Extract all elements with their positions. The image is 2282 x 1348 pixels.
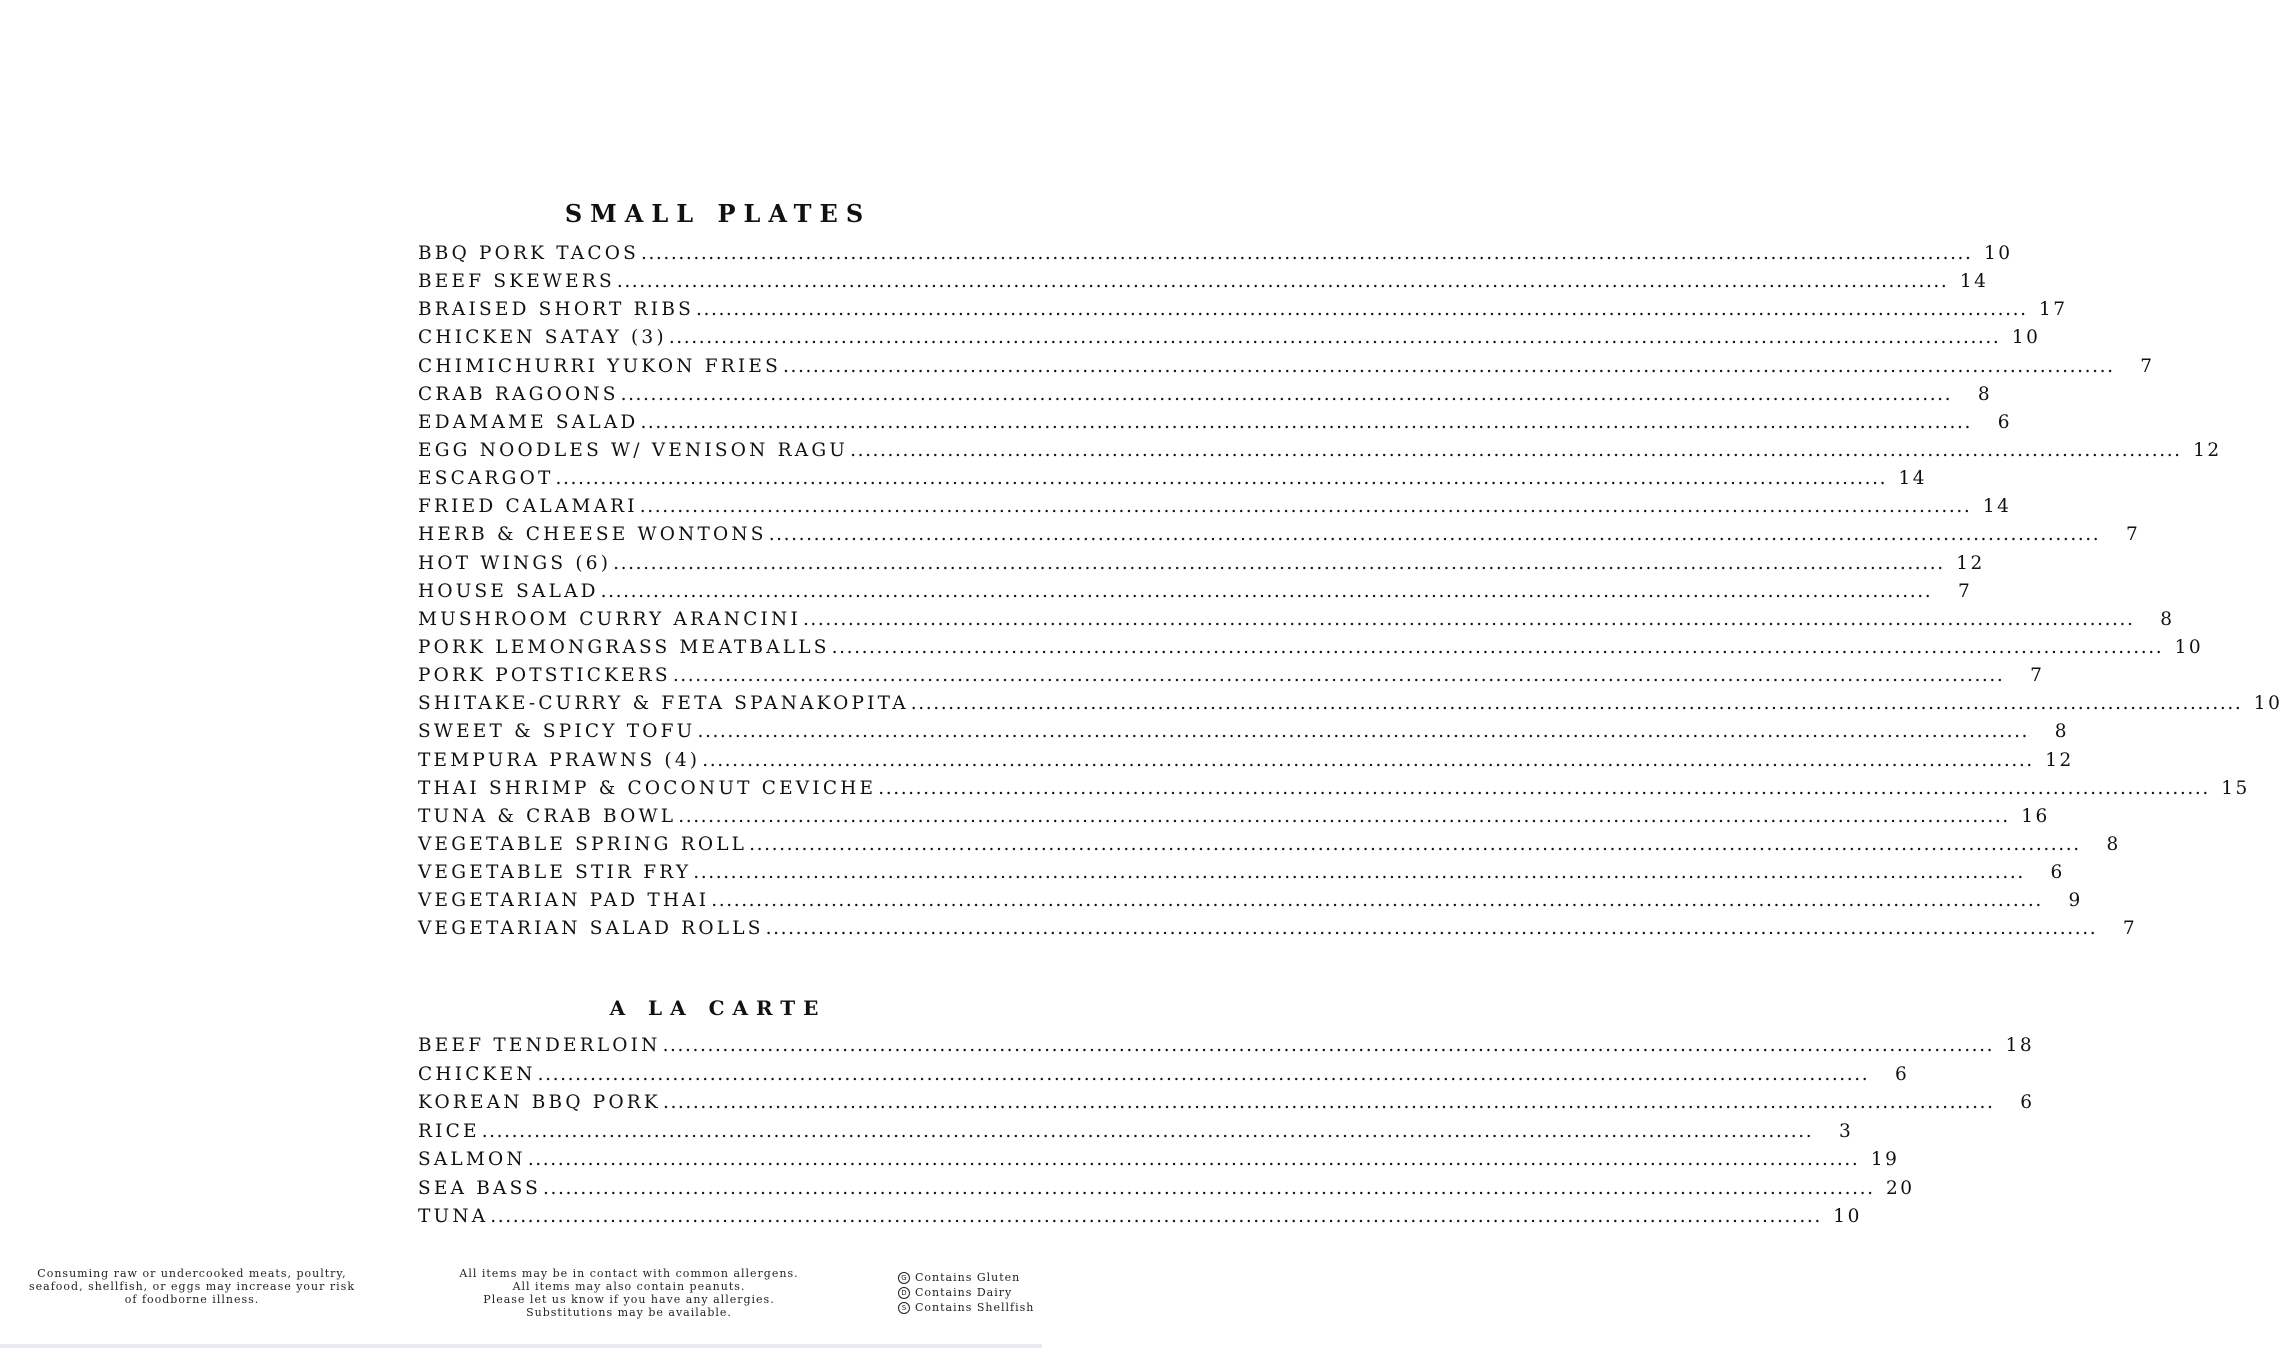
menu-item — [418, 634, 2204, 662]
item-name: CHICKEN — [418, 1063, 536, 1085]
allergen-legend — [898, 1270, 1038, 1315]
item-price: 18 — [2005, 1035, 2035, 1056]
menu-item — [418, 1089, 2035, 1118]
menu-item — [418, 718, 2070, 746]
shellfish-icon: S — [898, 1302, 910, 1314]
raw-warning-line: Consuming raw or undercooked meats, poultry, — [37, 1267, 347, 1280]
menu-item — [418, 803, 2050, 831]
dot-leader — [911, 690, 2243, 718]
gluten-icon: G — [898, 1272, 910, 1284]
menu-item — [418, 240, 2013, 268]
item-price: 3 — [1838, 1120, 1854, 1142]
item-price: 12 — [2193, 439, 2222, 461]
a-la-carte-title: A LA CARTE — [609, 996, 827, 1020]
menu-item — [418, 775, 2250, 803]
item-name: CRAB RAGOONS — [418, 383, 619, 405]
allergen-notice-line: Substitutions may be available. — [526, 1306, 732, 1319]
dot-leader — [556, 465, 1888, 493]
menu-item — [418, 606, 2175, 634]
dot-leader — [613, 550, 1945, 578]
dot-leader — [766, 915, 2098, 943]
item-price: 8 — [1977, 383, 1993, 405]
dot-leader — [702, 747, 2034, 775]
item-price: 6 — [1997, 411, 2013, 433]
allergen-notice-line: All items may be in contact with common allergens. — [459, 1267, 799, 1280]
dot-leader — [803, 606, 2135, 634]
small-plates-list — [418, 240, 2282, 944]
item-price: 8 — [2160, 608, 2175, 630]
dot-leader — [673, 662, 2005, 690]
dot-leader — [696, 296, 2028, 324]
item-price: 20 — [1886, 1177, 1915, 1199]
item-name: EGG NOODLES W/ VENISON RAGU — [418, 439, 849, 461]
dot-leader — [482, 1118, 1814, 1146]
item-price: 10 — [1983, 243, 2013, 264]
menu-item — [418, 1118, 1854, 1147]
item-price: 14 — [1959, 271, 1989, 293]
item-name: HOUSE SALAD — [418, 580, 599, 602]
dot-leader — [850, 437, 2182, 465]
menu-item — [418, 1175, 1915, 1204]
item-price: 19 — [1870, 1149, 1900, 1170]
allergen-notice-line: All items may also contain peanuts. — [512, 1280, 746, 1293]
menu-item — [418, 493, 2012, 521]
item-price: 9 — [2068, 890, 2083, 912]
small-plates-title: SMALL PLATES — [564, 199, 872, 228]
item-price: 14 — [1982, 496, 2012, 518]
item-name: HERB & CHEESE WONTONS — [418, 524, 767, 546]
dot-leader — [711, 887, 2043, 915]
item-name: BRAISED SHORT RIBS — [418, 299, 694, 321]
item-name: SHITAKE-CURRY & FETA SPANAKOPITA — [418, 693, 909, 715]
dot-leader — [528, 1146, 1860, 1174]
item-name: VEGETARIAN SALAD ROLLS — [418, 918, 764, 940]
dot-leader — [878, 775, 2210, 803]
legend-shellfish — [898, 1300, 1038, 1315]
dot-leader — [678, 803, 2010, 831]
dot-leader — [641, 240, 1973, 268]
item-price: 8 — [2106, 833, 2121, 855]
allergen-notice — [448, 1267, 810, 1319]
item-name: THAI SHRIMP & COCONUT CEVICHE — [418, 777, 877, 799]
menu-item — [418, 381, 1993, 409]
item-price: 6 — [2020, 1092, 2035, 1113]
raw-warning-line: of foodborne illness. — [124, 1293, 260, 1306]
item-name: VEGETABLE SPRING ROLL — [418, 833, 748, 855]
item-price: 10 — [1833, 1206, 1862, 1227]
legend-dairy — [898, 1285, 1038, 1300]
item-name: SWEET & SPICY TOFU — [418, 721, 696, 743]
item-name: PORK LEMONGRASS MEATBALLS — [418, 636, 830, 658]
dot-leader — [601, 578, 1933, 606]
item-price: 6 — [2050, 862, 2065, 884]
legend-label: Contains Gluten — [915, 1271, 1021, 1284]
item-price: 7 — [2030, 665, 2045, 687]
allergen-notice-line: Please let us know if you have any allergies. — [483, 1293, 775, 1306]
dot-leader — [621, 381, 1953, 409]
item-name: BBQ PORK TACOS — [418, 243, 639, 264]
item-name: VEGETABLE STIR FRY — [418, 862, 692, 884]
item-price: 7 — [2125, 524, 2141, 546]
dot-leader — [663, 1089, 1995, 1117]
item-price: 17 — [2039, 299, 2068, 321]
item-name: BEEF SKEWERS — [418, 271, 615, 293]
dot-leader — [617, 268, 1949, 296]
item-name: SALMON — [418, 1149, 526, 1170]
dot-leader — [697, 718, 2029, 746]
item-name: KOREAN BBQ PORK — [418, 1092, 661, 1113]
menu-item — [418, 324, 2041, 352]
item-price: 10 — [2253, 693, 2282, 715]
item-price: 7 — [1957, 580, 1973, 602]
menu-item — [418, 1032, 2035, 1061]
item-name: EDAMAME SALAD — [418, 411, 639, 433]
item-price: 14 — [1898, 468, 1928, 490]
dot-leader — [693, 859, 2025, 887]
item-name: SEA BASS — [418, 1177, 541, 1199]
menu-item — [418, 1203, 1862, 1232]
menu-item — [418, 887, 2083, 915]
menu-item — [418, 353, 2155, 381]
menu-item — [418, 859, 2065, 887]
legend-gluten — [898, 1270, 1038, 1285]
item-price: 10 — [2011, 327, 2041, 349]
item-price: 7 — [2140, 355, 2155, 377]
item-name: CHICKEN SATAY (3) — [418, 327, 667, 349]
legend-label: Contains Dairy — [915, 1286, 1013, 1299]
item-price: 12 — [2045, 749, 2074, 771]
menu-item — [418, 662, 2045, 690]
page-bottom-edge — [0, 1344, 1042, 1348]
raw-food-warning — [20, 1267, 364, 1306]
dot-leader — [783, 353, 2115, 381]
item-name: MUSHROOM CURRY ARANCINI — [418, 608, 801, 630]
menu-item — [418, 521, 2141, 549]
item-name: VEGETARIAN PAD THAI — [418, 890, 710, 912]
dot-leader — [640, 493, 1972, 521]
menu-item — [418, 465, 1928, 493]
menu-item — [418, 1061, 1910, 1090]
dot-leader — [543, 1175, 1875, 1203]
item-name: RICE — [418, 1120, 480, 1142]
dot-leader — [538, 1061, 1870, 1089]
legend-label: Contains Shellfish — [915, 1301, 1035, 1314]
menu-item — [418, 747, 2074, 775]
item-price: 10 — [2174, 636, 2204, 658]
dot-leader — [749, 831, 2081, 859]
dot-leader — [832, 634, 2164, 662]
menu-item — [418, 831, 2121, 859]
dairy-icon: D — [898, 1287, 910, 1299]
menu-item — [418, 268, 1989, 296]
raw-warning-line: seafood, shellfish, or eggs may increase your risk — [29, 1280, 355, 1293]
item-price: 6 — [1894, 1063, 1910, 1085]
item-name: TUNA & CRAB BOWL — [418, 805, 677, 827]
item-price: 7 — [2122, 918, 2138, 940]
menu-item — [418, 550, 1985, 578]
item-name: TEMPURA PRAWNS (4) — [418, 749, 701, 771]
item-name: HOT WINGS (6) — [418, 552, 612, 574]
a-la-carte-list — [418, 1032, 2035, 1232]
item-name: CHIMICHURRI YUKON FRIES — [418, 355, 781, 377]
dot-leader — [640, 409, 1972, 437]
menu-item — [418, 1146, 1900, 1175]
dot-leader — [490, 1203, 1822, 1231]
item-price: 15 — [2221, 777, 2250, 799]
item-name: TUNA — [418, 1206, 489, 1227]
menu-item — [418, 915, 2138, 943]
item-name: PORK POTSTICKERS — [418, 665, 671, 687]
dot-leader — [769, 521, 2101, 549]
menu-item — [418, 437, 2222, 465]
dot-leader — [663, 1032, 1995, 1060]
item-price: 12 — [1956, 552, 1985, 574]
menu-item — [418, 578, 1973, 606]
item-price: 8 — [2054, 721, 2070, 743]
item-name: ESCARGOT — [418, 468, 554, 490]
menu-item — [418, 296, 2068, 324]
item-name: BEEF TENDERLOIN — [418, 1035, 661, 1056]
item-price: 16 — [2021, 805, 2050, 827]
menu-item — [418, 690, 2282, 718]
menu-item — [418, 409, 2013, 437]
dot-leader — [669, 324, 2001, 352]
item-name: FRIED CALAMARI — [418, 496, 638, 518]
